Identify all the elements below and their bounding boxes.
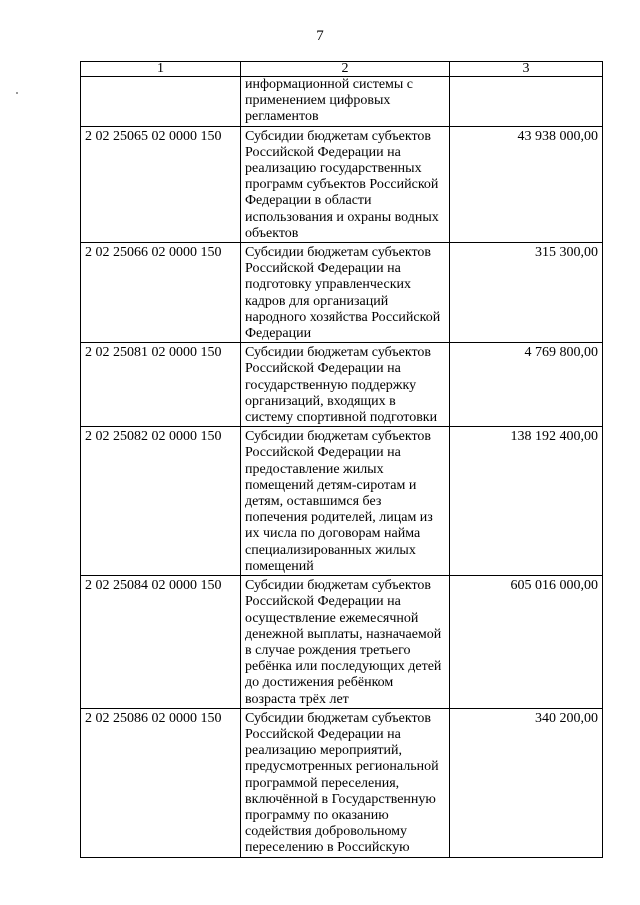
header-cell-1: 1 (81, 62, 241, 77)
continuation-row (81, 77, 603, 127)
amount-cell: 315 300,00 (450, 243, 603, 343)
description-cell: Субсидии бюджетам субъектов Российской Федерации на государственную поддержку организаций, входящих в систему спортивной подготовки (241, 343, 450, 427)
header-cell-2: 2 (241, 62, 450, 77)
description-cell: информационной системы с применением цифровых регламентов (241, 77, 450, 127)
description-cell: Субсидии бюджетам субъектов Российской Федерации на предоставление жилых помещений детям-сиротам и детям, оставшимся без попечения родителей, лицам из их числа по договорам найма специализированных жилых помещений (241, 427, 450, 576)
scan-artifact (16, 92, 18, 94)
table-row (81, 126, 603, 242)
table-row (81, 243, 603, 343)
table-row (81, 343, 603, 427)
description-cell: Субсидии бюджетам субъектов Российской Федерации на осуществление ежемесячной денежной выплаты, назначаемой в случае рождения третьего ребёнка или последующих детей до достижения ребёнком возраста трёх лет (241, 576, 450, 709)
code-cell: 2 02 25084 02 0000 150 (81, 576, 241, 709)
amount-cell: 4 769 800,00 (450, 343, 603, 427)
amount-cell: 138 192 400,00 (450, 427, 603, 576)
table-row (81, 708, 603, 857)
description-cell: Субсидии бюджетам субъектов Российской Федерации на подготовку управленческих кадров для организаций народного хозяйства Российской Федерации (241, 243, 450, 343)
description-cell: Субсидии бюджетам субъектов Российской Федерации на реализацию мероприятий, предусмотренных региональной программой переселения, включённой в Государственную программу по оказанию содействия добровольному переселению в Российскую (241, 708, 450, 857)
code-cell: 2 02 25082 02 0000 150 (81, 427, 241, 576)
amount-cell: 43 938 000,00 (450, 126, 603, 242)
amount-cell: 340 200,00 (450, 708, 603, 857)
table-row (81, 576, 603, 709)
header-row (81, 62, 603, 77)
code-cell: 2 02 25086 02 0000 150 (81, 708, 241, 857)
code-cell: 2 02 25081 02 0000 150 (81, 343, 241, 427)
description-cell: Субсидии бюджетам субъектов Российской Федерации на реализацию государственных программ субъектов Российской Федерации в области использования и охраны водных объектов (241, 126, 450, 242)
amount-cell: 605 016 000,00 (450, 576, 603, 709)
table-row (81, 427, 603, 576)
code-cell: 2 02 25066 02 0000 150 (81, 243, 241, 343)
code-cell: 2 02 25065 02 0000 150 (81, 126, 241, 242)
header-cell-3: 3 (450, 62, 603, 77)
code-cell (81, 77, 241, 127)
page-number: 7 (316, 28, 324, 44)
budget-table (80, 61, 603, 858)
amount-cell (450, 77, 603, 127)
